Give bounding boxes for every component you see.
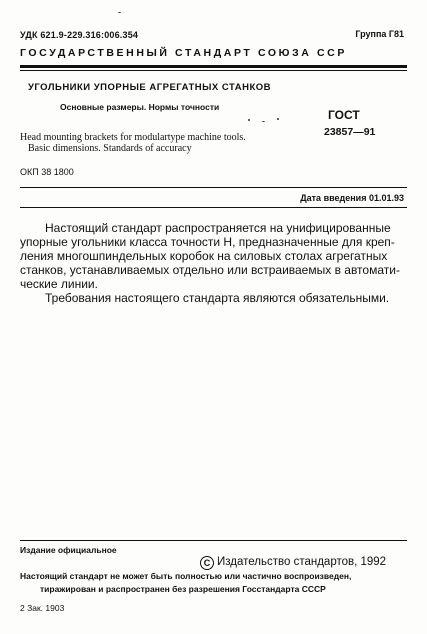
scan-speck — [248, 119, 250, 121]
gost-label: ГОСТ — [328, 108, 360, 122]
header-rule-thick — [20, 65, 407, 68]
okp-code: ОКП 38 1800 — [20, 167, 74, 177]
text-line: ления многошпиндельных коробок на силовых столах агрегатных — [20, 249, 388, 263]
mandatory-paragraph — [20, 291, 407, 305]
document-subtitle: Основные размеры. Нормы точности — [60, 102, 220, 112]
document-title: УГОЛЬНИКИ УПОРНЫЕ АГРЕГАТНЫХ СТАНКОВ — [28, 82, 272, 93]
date-divider — [20, 207, 407, 208]
group-code: Группа Г81 — [355, 29, 404, 39]
scan-speck — [262, 121, 265, 122]
reproduction-notice-line1: Настоящий стандарт не может быть полностью или частично воспроизведен, — [20, 571, 352, 581]
text-line: ческие линии. — [20, 277, 98, 291]
text-line: Требования настоящего стандарта являются обязательными. — [45, 291, 390, 305]
copyright-text: Издательство стандартов, 1992 — [217, 556, 387, 568]
section-divider — [20, 187, 407, 188]
english-title-line1: Head mounting brackets for modulartype machine tools. — [20, 132, 246, 143]
header-rule-thin — [20, 70, 407, 71]
scope-paragraph — [20, 221, 407, 291]
introduction-date: Дата введения 01.01.93 — [300, 193, 404, 203]
order-number: 2 Зак. 1903 — [20, 603, 65, 613]
gost-number: 23857—91 — [324, 126, 376, 138]
scan-speck — [118, 12, 121, 13]
text-line: упорные угольники класса точности Н, предназначенные для креп- — [20, 235, 395, 249]
reproduction-notice-line2: тиражирован и распространен без разрешения Госстандарта СССР — [40, 584, 326, 594]
official-edition-label: Издание официальное — [20, 545, 117, 555]
udk-code: УДК 621.9-229.316:006.354 — [20, 30, 139, 40]
copyright-line — [200, 556, 386, 570]
text-line: станков, устанавливаемых отдельно или встраиваемых в автомати- — [20, 263, 400, 277]
scan-speck — [277, 118, 279, 120]
english-title-line2: Basic dimensions. Standards of accuracy — [28, 143, 192, 154]
body-text — [20, 221, 407, 305]
footer-divider — [20, 540, 407, 541]
state-standard-banner: ГОСУДАРСТВЕННЫЙ СТАНДАРТ СОЮЗА ССР — [20, 47, 347, 59]
copyright-icon: С — [200, 556, 214, 570]
text-line: Настоящий стандарт распространяется на унифицированные — [45, 221, 391, 235]
